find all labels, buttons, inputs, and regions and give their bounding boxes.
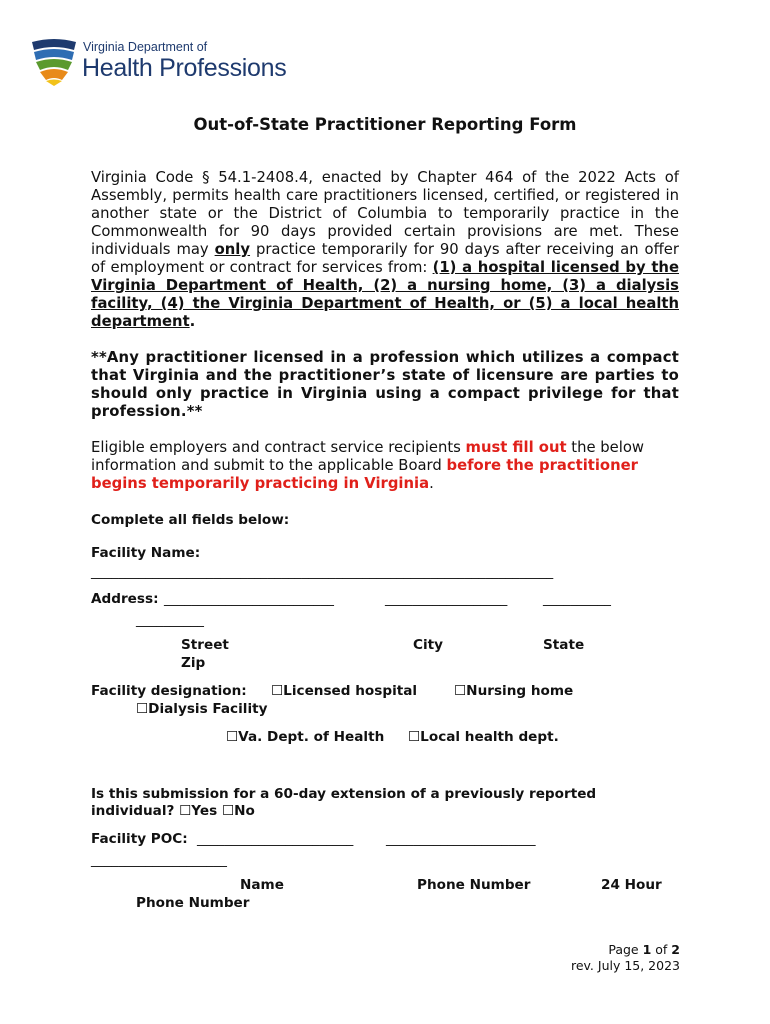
- eligible-must-fill: must fill out: [465, 439, 567, 456]
- facility-name-field[interactable]: ____________________________________________________________________: [91, 564, 554, 580]
- eligible-text-a: Eligible employers and contract service recipients: [91, 439, 466, 456]
- poc-name-field[interactable]: _______________________: [197, 831, 354, 847]
- yes-checkbox[interactable]: ☐Yes: [179, 803, 218, 819]
- poc-24hour-caption-b: Phone Number: [136, 895, 250, 911]
- agency-logo: [30, 38, 300, 88]
- facility-name-label: Facility Name:: [91, 545, 201, 561]
- logo-shield-icon: [30, 38, 78, 86]
- address-street-field[interactable]: _________________________: [164, 591, 334, 607]
- intro-text-a: Virginia Code § 54.1-2408.4, enacted by Chapter 464 of the 2022 Acts of Assembly, permits health care practitioners licensed, certified, or registered in another state or the District of Columbia to temporarily practice in the Commonwealth for 90 days provided certain provisions are met. These individuals may: [91, 169, 679, 258]
- dialysis-facility-checkbox[interactable]: ☐Dialysis Facility: [136, 701, 268, 717]
- city-caption: City: [413, 637, 443, 653]
- poc-phone-caption: Phone Number: [417, 877, 531, 893]
- facility-poc-label: Facility POC:: [91, 831, 188, 847]
- licensed-hospital-checkbox[interactable]: ☐Licensed hospital: [271, 683, 418, 699]
- eligible-end: .: [429, 475, 434, 492]
- no-checkbox[interactable]: ☐No: [221, 803, 255, 819]
- eligible-text-b: the below information and submit to the applicable Board: [91, 439, 645, 474]
- page-current: 1: [642, 942, 652, 957]
- poc-24hour-field[interactable]: ____________________: [91, 852, 227, 868]
- intro-only-emphasis: only: [214, 241, 251, 258]
- page-title: Out-of-State Practitioner Reporting Form: [193, 115, 577, 134]
- complete-fields-label: Complete all fields below:: [91, 512, 290, 528]
- intro-text-b: practice temporarily for 90 days after receiving an offer of employment or contract for services from:: [91, 241, 679, 276]
- extension-question-text: Is this submission for a 60-day extension of a previously reported individual?: [91, 786, 597, 819]
- street-caption: Street: [181, 637, 229, 653]
- page-total: 2: [671, 942, 680, 957]
- logo-text-line2: Health Professions: [82, 54, 287, 82]
- address-zip-field[interactable]: __________: [136, 612, 204, 628]
- logo-text-line1: Virginia Department of: [83, 40, 208, 54]
- va-dept-health-checkbox[interactable]: ☐Va. Dept. of Health: [226, 729, 385, 745]
- poc-phone-field[interactable]: ______________________: [386, 831, 536, 847]
- revision-date: rev. July 15, 2023: [570, 958, 680, 973]
- address-label: Address:: [91, 591, 159, 607]
- nursing-home-checkbox[interactable]: ☐Nursing home: [454, 683, 574, 699]
- poc-24hour-caption: 24 Hour: [601, 877, 662, 893]
- address-state-field[interactable]: __________: [543, 591, 611, 607]
- facility-designation-label: Facility designation:: [91, 683, 247, 699]
- address-city-field[interactable]: __________________: [385, 591, 508, 607]
- eligible-before: before the practitioner begins temporarily practicing in Virginia: [91, 457, 638, 492]
- intro-end: .: [189, 313, 196, 330]
- state-caption: State: [543, 637, 585, 653]
- compact-note: **Any practitioner licensed in a profession which utilizes a compact that Virginia and the practitioner’s state of licensure are parties to should only practice in Virginia using a compact privilege for that profession.**: [91, 349, 679, 420]
- eligible-paragraph: [91, 439, 679, 493]
- page-prefix: Page: [608, 942, 643, 957]
- page-number: [608, 942, 680, 958]
- local-health-dept-checkbox[interactable]: ☐Local health dept.: [408, 729, 559, 745]
- poc-name-caption: Name: [240, 877, 284, 893]
- extension-question: [91, 786, 631, 820]
- zip-caption: Zip: [181, 655, 206, 671]
- intro-facility-list: (1) a hospital licensed by the Virginia Department of Health, (2) a nursing home, (3) a dialysis facility, (4) the Virginia Department of Health, or (5) a local health department: [91, 259, 679, 330]
- page-of: of: [651, 942, 672, 957]
- intro-paragraph: [91, 169, 679, 331]
